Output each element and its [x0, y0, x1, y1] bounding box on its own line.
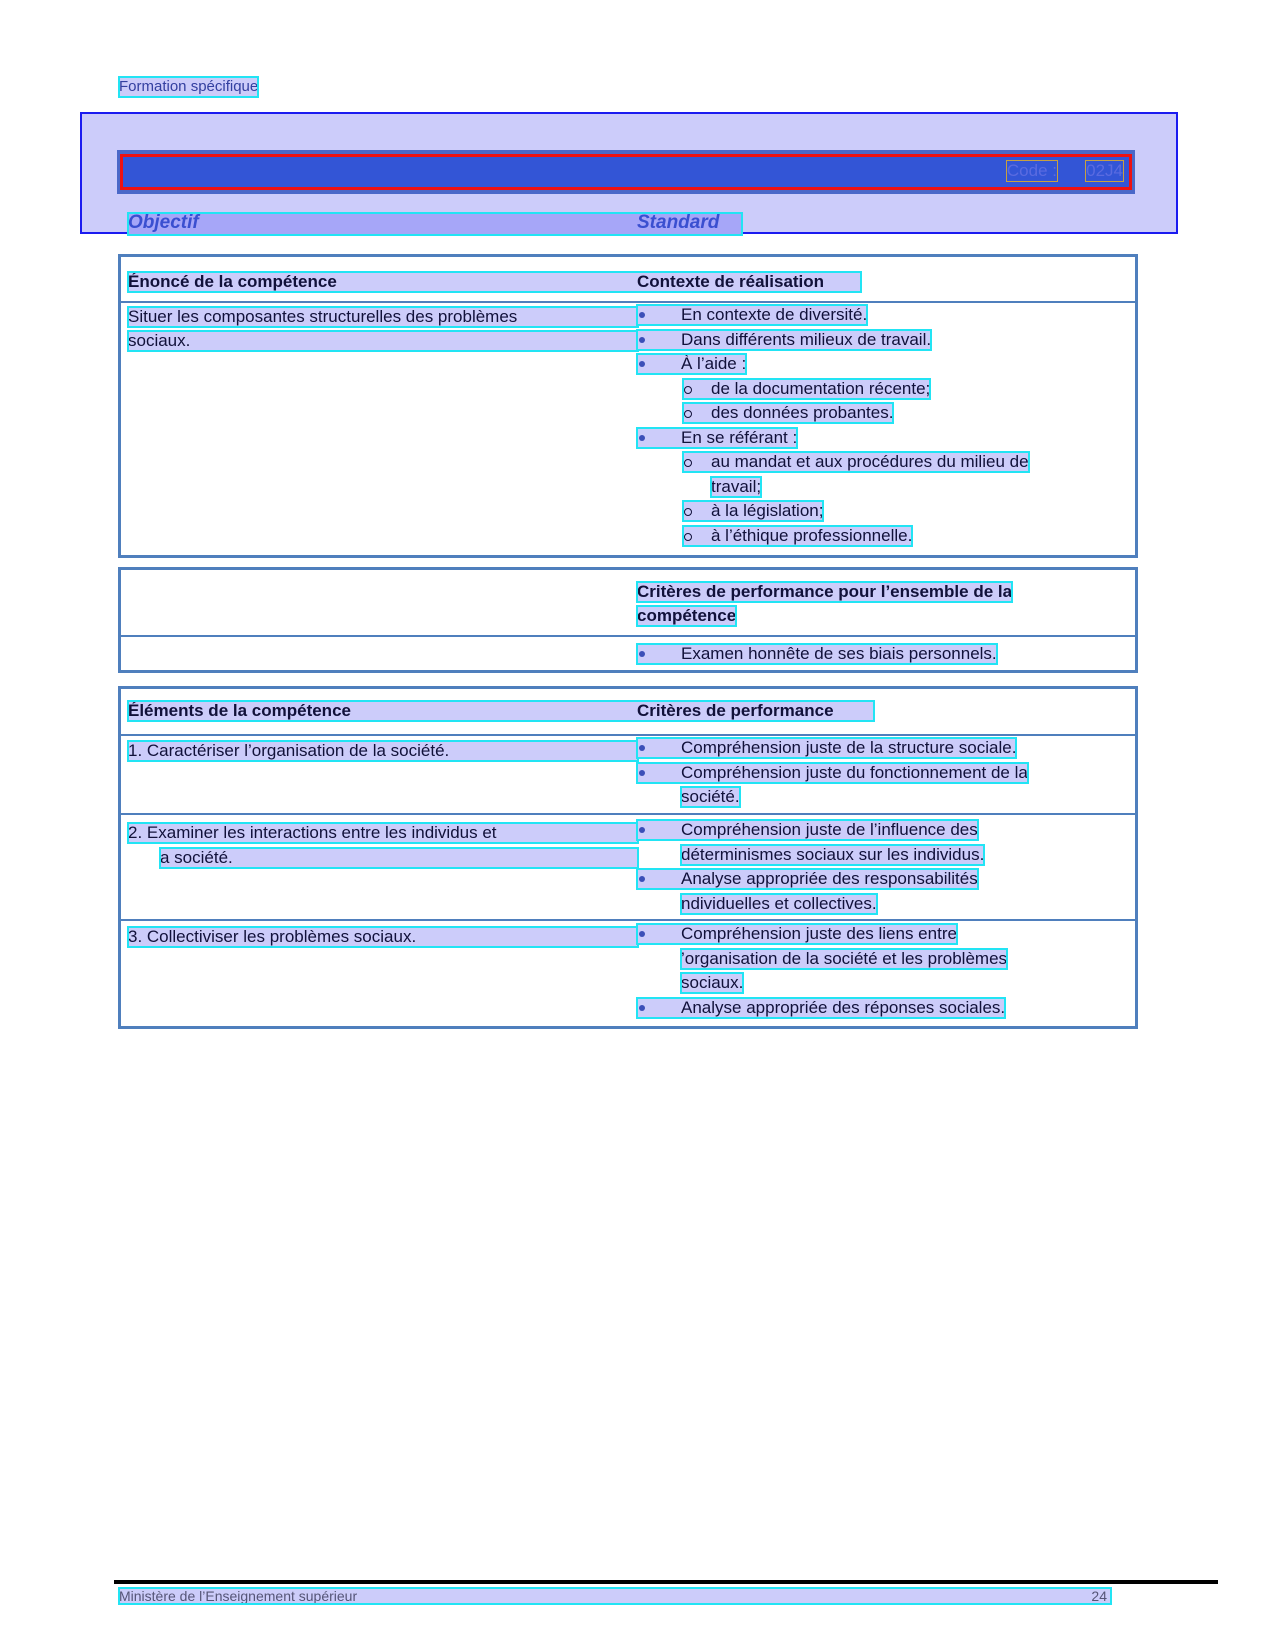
criterion-cont: déterminismes sociaux sur les individus. — [681, 844, 985, 864]
element-line: a société. — [160, 848, 638, 868]
criterion-cont: ’organisation de la société et les problèmes — [681, 948, 1008, 968]
context-item: Dans différents milieux de travail. — [637, 330, 931, 350]
element-line: 3. Collectiviser les problèmes sociaux. — [128, 927, 638, 947]
element-line: 1. Caractériser l’organisation de la société. — [128, 741, 638, 761]
criterion-item: Analyse appropriée des réponses sociales. — [637, 998, 1005, 1018]
context-item: En contexte de diversité. — [637, 305, 867, 325]
code-label: Code : — [1006, 161, 1057, 180]
code-value: 02J4 — [1086, 161, 1123, 180]
col-header-criteria: Critères de performance — [637, 701, 834, 720]
col-header-statement: Énoncé de la compétence — [128, 272, 337, 291]
footer-rule — [114, 1580, 1218, 1584]
context-item: En se référant : — [637, 428, 797, 448]
criterion-item: Compréhension juste de la structure sociale. — [637, 738, 1016, 758]
bullet-icon — [639, 827, 645, 833]
standard-label: Standard — [637, 212, 720, 233]
circle-bullet-icon — [684, 386, 692, 394]
criterion-item: Analyse appropriée des responsabilités — [637, 869, 978, 889]
competence-table — [118, 254, 1138, 558]
circle-bullet-icon — [684, 508, 692, 516]
bullet-icon — [639, 337, 645, 343]
circle-bullet-icon — [684, 459, 692, 467]
criterion-item: Compréhension juste des liens entre — [637, 924, 957, 944]
criterion-cont: société. — [681, 787, 740, 806]
context-item: À l’aide : — [637, 354, 746, 374]
footer-ministry: Ministère de l’Enseignement supérieur — [119, 1588, 358, 1604]
global-criteria-header: compétence — [637, 606, 737, 625]
context-subitem: au mandat et aux procédures du milieu de — [683, 452, 1029, 472]
global-criterion: Examen honnête de ses biais personnels. — [637, 644, 997, 664]
bullet-icon — [639, 931, 645, 937]
global-criteria-header: Critères de performance pour l’ensemble de la — [637, 582, 1013, 601]
context-subitem: de la documentation récente; — [683, 379, 930, 399]
bullet-icon — [639, 435, 645, 441]
criterion-cont: sociaux. — [681, 973, 744, 992]
criterion-item: Compréhension juste de l’influence des — [637, 820, 978, 840]
circle-bullet-icon — [684, 533, 692, 541]
bullet-icon — [639, 876, 645, 882]
bullet-icon — [639, 745, 645, 751]
statement-line: Situer les composantes structurelles des problèmes — [128, 307, 638, 327]
col-header-elements: Éléments de la compétence — [128, 701, 351, 720]
context-subitem-cont: travail; — [711, 476, 762, 496]
bullet-icon — [639, 361, 645, 367]
page-number: 24 — [1091, 1588, 1107, 1604]
context-subitem: à l’éthique professionnelle. — [683, 526, 912, 546]
element-line: 2. Examiner les interactions entre les individus et — [128, 823, 638, 843]
criterion-item: Compréhension juste du fonctionnement de la — [637, 763, 1028, 783]
context-subitem: des données probantes. — [683, 403, 893, 423]
objective-label: Objectif — [128, 212, 199, 233]
col-header-context: Contexte de réalisation — [637, 272, 825, 291]
bullet-icon — [639, 312, 645, 318]
context-subitem: à la législation; — [683, 501, 823, 521]
circle-bullet-icon — [684, 410, 692, 418]
bullet-icon — [639, 770, 645, 776]
section-title: Formation spécifique — [119, 78, 259, 95]
statement-line: sociaux. — [128, 331, 638, 351]
criterion-cont: ndividuelles et collectives. — [681, 893, 877, 913]
code-bar — [117, 150, 1135, 194]
bullet-icon — [639, 1005, 645, 1011]
footer — [119, 1588, 1111, 1604]
